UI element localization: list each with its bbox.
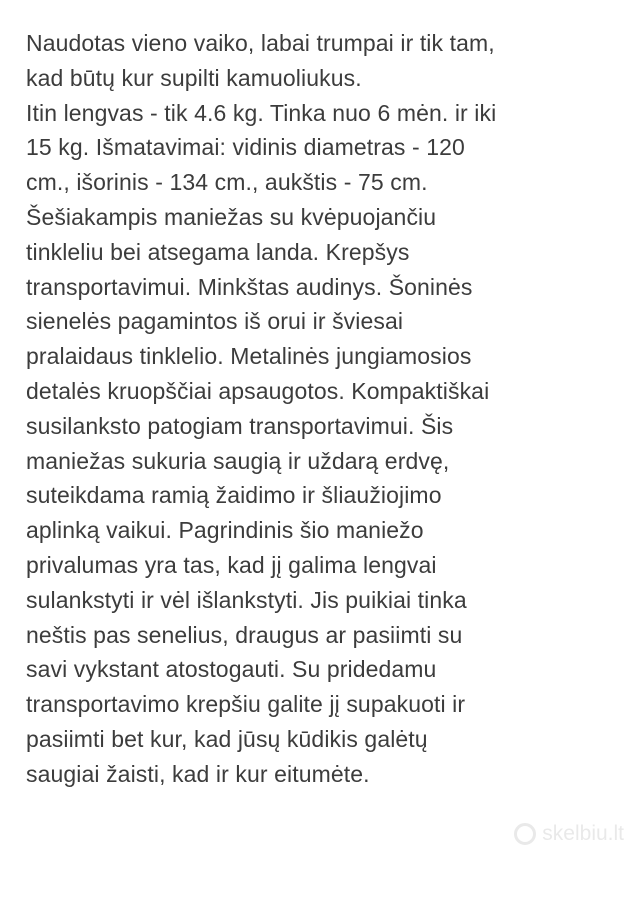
description-line: detalės kruopščiai apsaugotos. Kompaktiškai [26,377,490,404]
description-line: suteikdama ramią žaidimo ir šliaužiojimo [26,482,442,509]
description-line: aplinką vaikui. Pagrindinis šio maniežo [26,517,424,544]
description-line: Šešiakampis maniežas su kvėpuojančiu [26,203,437,230]
description-line: pasiimti bet kur, kad jūsų kūdikis galėtų [26,725,428,752]
description-line: transportavimui. Minkštas audinys. Šoninės [26,273,473,300]
description-line: tinkleliu bei atsegama landa. Krepšys [26,238,410,265]
description-line: privalumas yra tas, kad jį galima lengvai [26,551,437,578]
description-line: cm., išorinis - 134 cm., aukštis - 75 cm. [26,169,428,196]
description-line: maniežas sukuria saugią ir uždarą erdvę, [26,447,450,474]
description-line: pralaidaus tinklelio. Metalinės jungiamosios [26,343,472,370]
description-line: susilanksto patogiam transportavimui. Šis [26,412,454,439]
description-line: Itin lengvas - tik 4.6 kg. Tinka nuo 6 mėn. ir iki [26,99,497,126]
site-watermark [514,822,624,846]
description-line: saugiai žaisti, kad ir kur eitumėte. [26,760,370,787]
description-line: 15 kg. Išmatavimai: vidinis diametras - 120 [26,134,465,161]
description-line: transportavimo krepšiu galite jį supakuoti ir [26,691,466,718]
watermark-text: skelbiu.lt [542,822,624,845]
watermark-logo-icon [514,823,536,845]
description-line: sulankstyti ir vėl išlankstyti. Jis puikiai tinka [26,586,467,613]
listing-description [26,26,620,792]
description-line: kad būtų kur supilti kamuoliukus. [26,64,362,91]
description-line: sienelės pagamintos iš orui ir šviesai [26,308,404,335]
description-line: Naudotas vieno vaiko, labai trumpai ir tik tam, [26,30,495,56]
description-line: savi vykstant atostogauti. Su pridedamu [26,656,437,683]
description-line: neštis pas senelius, draugus ar pasiimti su [26,621,463,648]
